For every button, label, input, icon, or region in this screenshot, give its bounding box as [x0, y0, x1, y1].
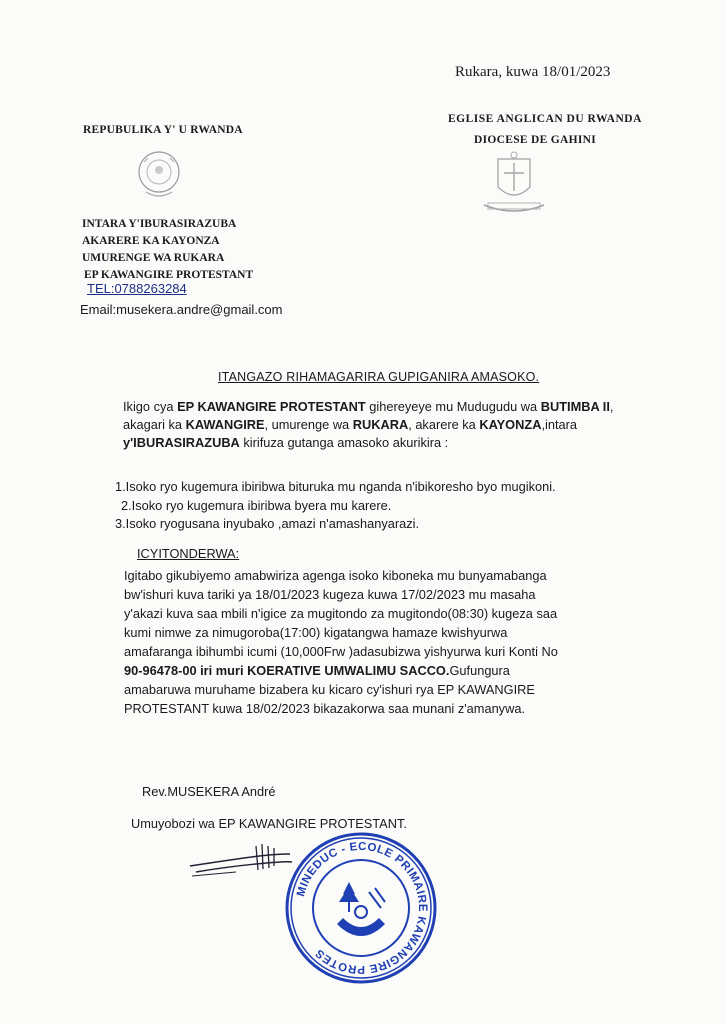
address-province: INTARA Y'IBURASIRAZUBA	[82, 218, 237, 230]
email-address: Email:musekera.andre@gmail.com	[80, 302, 283, 317]
list-item: 2.Isoko ryo kugemura ibiribwa byera mu karere.	[121, 497, 392, 513]
note-text: Gufungura	[449, 663, 510, 678]
note-line: y'akazi kuva saa mbili n'igice za mugitondo za mugitondo(08:30) kugeza saa	[124, 606, 558, 621]
sector-name-bold: RUKARA	[352, 417, 409, 432]
signatory-name: Rev.MUSEKERA André	[142, 784, 276, 799]
notice-heading: ITANGAZO RIHAMAGARIRA GUPIGANIRA AMASOKO.	[218, 370, 540, 384]
account-number-bold: 90-96478-00 iri muri KOERATIVE UMWALIMU SACCO.	[124, 663, 450, 678]
note-line: bw'ishuri kuva tariki ya 18/01/2023 kugeza kuwa 17/02/2023 mu masaha	[124, 587, 536, 602]
intro-text: Ikigo cya	[123, 399, 178, 414]
republic-title: REPUBULIKA Y' U RWANDA	[83, 124, 243, 136]
intro-text: ,intara	[541, 417, 578, 432]
district-name-bold: KAYONZA	[479, 417, 542, 432]
note-line: kumi nimwe za nimugoroba(17:00) kigatangwa hamaze kwishyurwa	[124, 625, 508, 640]
note-line: Igitabo gikubiyemo amabwiriza agenga isoko kiboneka mu bunyamabanga	[124, 568, 547, 583]
intro-text: kirifuza gutanga amasoko akurikira :	[239, 435, 449, 450]
signatory-role: Umuyobozi wa EP KAWANGIRE PROTESTANT.	[131, 816, 407, 831]
note-line: amafaranga ibihumbi icumi (10,000Frw )adasubizwa yishyurwa kuri Konti No	[124, 644, 558, 659]
note-paragraph	[124, 566, 664, 718]
school-name-bold: EP KAWANGIRE PROTESTANT	[177, 399, 366, 414]
note-title: ICYITONDERWA:	[137, 546, 240, 561]
intro-text: gihereyeye mu Mudugudu wa	[365, 399, 541, 414]
province-name-bold: y'IBURASIRAZUBA	[123, 435, 240, 450]
village-name-bold: BUTIMBA II	[540, 399, 610, 414]
intro-text: , akarere ka	[408, 417, 480, 432]
list-item: 1.Isoko ryo kugemura ibiribwa bituruka mu nganda n'ibikoresho byo mugikoni.	[115, 479, 556, 494]
intro-text: , umurenge wa	[264, 417, 353, 432]
telephone-number: TEL:0788263284	[87, 281, 187, 296]
intro-text: , akagari ka	[123, 399, 614, 432]
address-school: EP KAWANGIRE PROTESTANT	[84, 269, 254, 281]
address-sector: UMURENGE WA RUKARA	[82, 252, 225, 264]
stamp-ring-text: MINEDUC - ECOLE PRIMAIRE KAWANGIRE PROTES	[295, 840, 429, 976]
school-stamp	[281, 828, 441, 993]
note-line: PROTESTANT kuwa 18/02/2023 bikazakorwa saa munani z'amanywa.	[124, 701, 525, 716]
letter-date: Rukara, kuwa 18/01/2023	[455, 64, 611, 80]
sender-address	[82, 216, 253, 284]
rwanda-emblem-icon	[136, 148, 182, 205]
handwritten-signature	[186, 836, 296, 891]
church-title: EGLISE ANGLICAN DU RWANDA	[448, 113, 642, 125]
cell-name-bold: KAWANGIRE	[185, 417, 265, 432]
diocese-title: DIOCESE DE GAHINI	[474, 134, 597, 146]
tender-list	[115, 478, 556, 534]
note-line	[124, 661, 664, 680]
diocese-crest-icon	[478, 151, 550, 222]
list-item: 3.Isoko ryogusana inyubako ,amazi n'amashanyarazi.	[115, 516, 420, 531]
address-district: AKARERE KA KAYONZA	[82, 235, 220, 247]
intro-paragraph	[123, 398, 643, 452]
note-line: amabaruwa muruhame bizabera ku kicaro cy'ishuri rya EP KAWANGIRE	[124, 682, 535, 697]
